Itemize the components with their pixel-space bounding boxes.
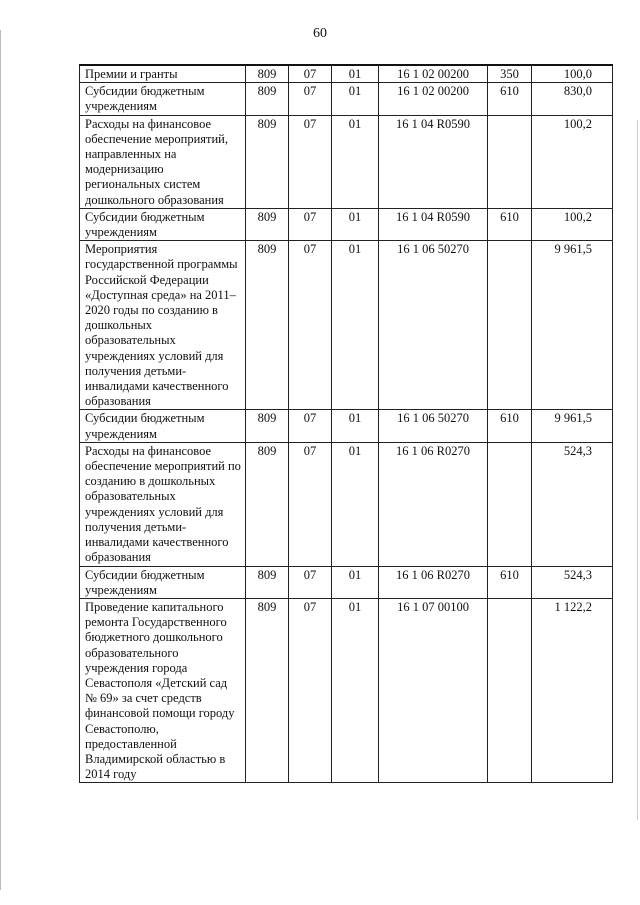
expense-name: Субсидии бюджетным учреждениям: [80, 83, 246, 115]
section-code: 07: [289, 115, 332, 208]
page-number: 60: [313, 26, 327, 41]
section-code: 07: [289, 83, 332, 115]
table-row: [80, 65, 613, 83]
expense-name: Субсидии бюджетным учреждениям: [80, 208, 246, 240]
budget-table: [79, 64, 613, 783]
department-code: 809: [246, 241, 289, 410]
section-code: 07: [289, 442, 332, 566]
target-article-code: 16 1 07 00100: [379, 598, 488, 782]
section-code: 07: [289, 65, 332, 83]
table-row: [80, 442, 613, 566]
department-code: 809: [246, 83, 289, 115]
target-article-code: 16 1 04 R0590: [379, 115, 488, 208]
amount: 1 122,2: [532, 598, 613, 782]
expense-name: Субсидии бюджетным учреждениям: [80, 410, 246, 442]
expense-type-code: [488, 115, 532, 208]
target-article-code: 16 1 06 R0270: [379, 566, 488, 598]
subsection-code: 01: [332, 241, 379, 410]
scan-edge-left: [0, 30, 1, 890]
expense-name: Субсидии бюджетным учреждениям: [80, 566, 246, 598]
department-code: 809: [246, 208, 289, 240]
table-row: [80, 83, 613, 115]
expense-type-code: [488, 442, 532, 566]
subsection-code: 01: [332, 115, 379, 208]
amount: 9 961,5: [532, 241, 613, 410]
section-code: 07: [289, 410, 332, 442]
amount: 524,3: [532, 442, 613, 566]
amount: 9 961,5: [532, 410, 613, 442]
target-article-code: 16 1 02 00200: [379, 65, 488, 83]
target-article-code: 16 1 06 R0270: [379, 442, 488, 566]
department-code: 809: [246, 115, 289, 208]
subsection-code: 01: [332, 566, 379, 598]
section-code: 07: [289, 598, 332, 782]
department-code: 809: [246, 566, 289, 598]
table-row: [80, 241, 613, 410]
amount: 100,2: [532, 208, 613, 240]
subsection-code: 01: [332, 442, 379, 566]
expense-type-code: 610: [488, 208, 532, 240]
amount: 100,0: [532, 65, 613, 83]
expense-type-code: 610: [488, 410, 532, 442]
department-code: 809: [246, 410, 289, 442]
expense-type-code: [488, 241, 532, 410]
amount: 830,0: [532, 83, 613, 115]
expense-type-code: 610: [488, 83, 532, 115]
expense-type-code: [488, 598, 532, 782]
section-code: 07: [289, 241, 332, 410]
expense-name: Расходы на финансовое обеспечение мероприятий по созданию в дошкольных образовательных учреждениях условий для получения детьми-инвалидами качественного образования: [80, 442, 246, 566]
target-article-code: 16 1 06 50270: [379, 410, 488, 442]
section-code: 07: [289, 566, 332, 598]
amount: 100,2: [532, 115, 613, 208]
scan-edge-right: [637, 120, 638, 820]
subsection-code: 01: [332, 65, 379, 83]
subsection-code: 01: [332, 598, 379, 782]
amount: 524,3: [532, 566, 613, 598]
department-code: 809: [246, 442, 289, 566]
table-row: [80, 115, 613, 208]
expense-name: Премии и гранты: [80, 65, 246, 83]
expense-name: Мероприятия государственной программы Российской Федерации «Доступная среда» на 2011–2020 годы по созданию в дошкольных образовательных учреждениях условий для получения детьми-инвалидами качественного образования: [80, 241, 246, 410]
subsection-code: 01: [332, 410, 379, 442]
expense-type-code: 350: [488, 65, 532, 83]
target-article-code: 16 1 04 R0590: [379, 208, 488, 240]
section-code: 07: [289, 208, 332, 240]
department-code: 809: [246, 598, 289, 782]
target-article-code: 16 1 06 50270: [379, 241, 488, 410]
table-row: [80, 598, 613, 782]
expense-type-code: 610: [488, 566, 532, 598]
table-row: [80, 208, 613, 240]
subsection-code: 01: [332, 208, 379, 240]
target-article-code: 16 1 02 00200: [379, 83, 488, 115]
department-code: 809: [246, 65, 289, 83]
table-row: [80, 410, 613, 442]
subsection-code: 01: [332, 83, 379, 115]
table-row: [80, 566, 613, 598]
expense-name: Расходы на финансовое обеспечение мероприятий, направленных на модернизацию региональных систем дошкольного образования: [80, 115, 246, 208]
expense-name: Проведение капитального ремонта Государственного бюджетного дошкольного образовательного учреждения города Севастополя «Детский сад № 69» за счет средств финансовой помощи городу Севастополю, предоставленной Владимирской областью в 2014 году: [80, 598, 246, 782]
